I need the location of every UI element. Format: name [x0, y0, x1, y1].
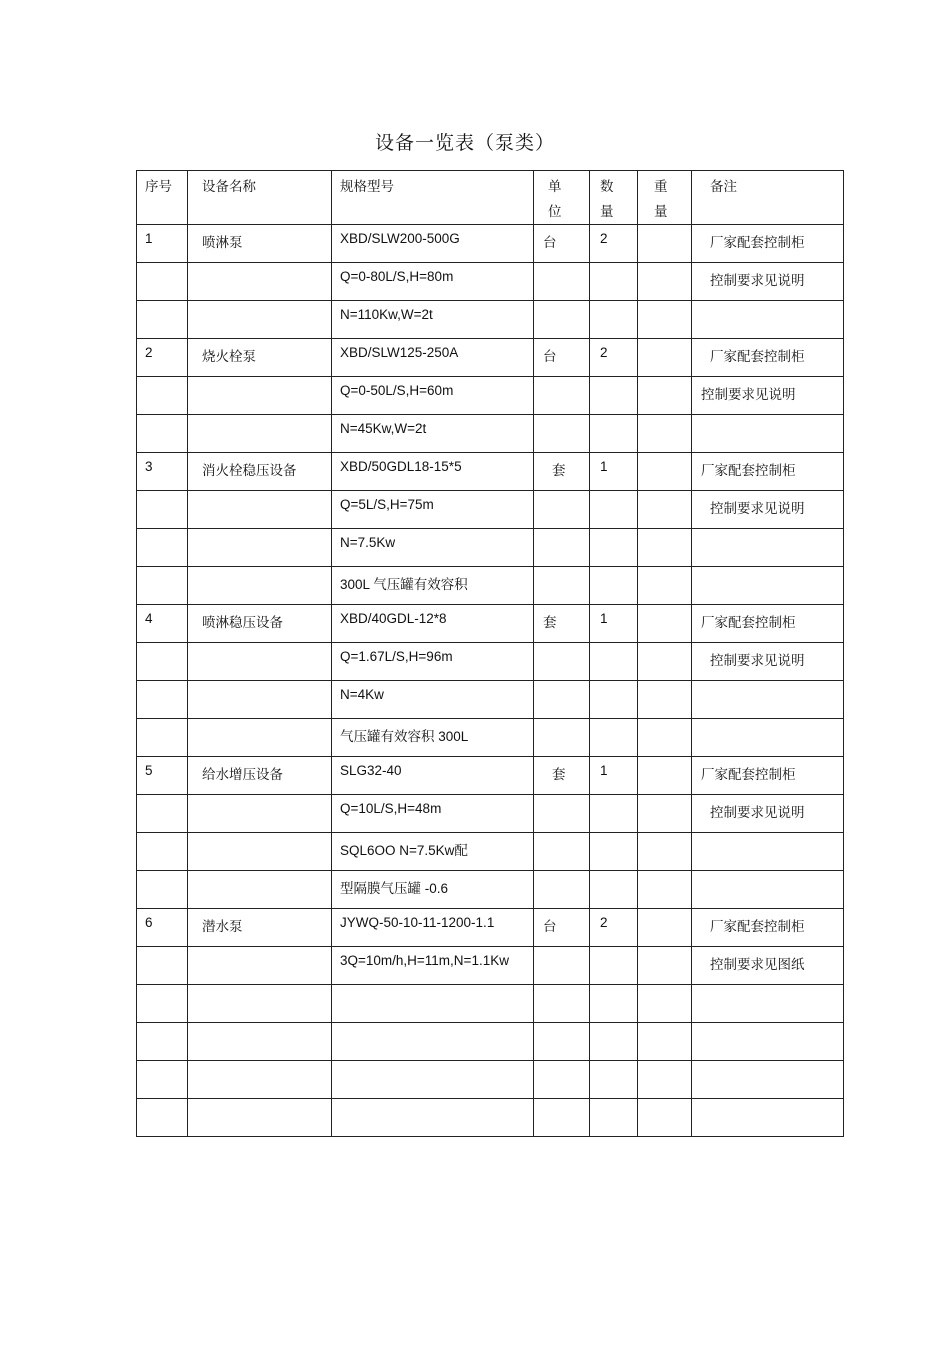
cell-qty	[590, 301, 638, 339]
cell-name	[188, 529, 332, 567]
cell-unit	[534, 947, 590, 985]
cell-spec: Q=0-80L/S,H=80m	[332, 263, 534, 301]
cell-seq	[137, 985, 188, 1023]
cell-spec: Q=10L/S,H=48m	[332, 795, 534, 833]
cell-note	[692, 681, 844, 719]
cell-seq	[137, 795, 188, 833]
table-row	[137, 453, 844, 491]
cell-weight	[638, 833, 692, 871]
cell-spec	[332, 1061, 534, 1099]
cell-name	[188, 567, 332, 605]
cell-note: 厂家配套控制柜	[692, 909, 844, 947]
cell-seq	[137, 1023, 188, 1061]
table-row	[137, 719, 844, 757]
cell-note	[692, 567, 844, 605]
cell-spec	[332, 1099, 534, 1137]
header-seq: 序号	[137, 171, 188, 225]
cell-note	[692, 1061, 844, 1099]
cell-seq: 3	[137, 453, 188, 491]
header-note: 备注	[692, 171, 844, 225]
cell-unit	[534, 643, 590, 681]
cell-seq	[137, 529, 188, 567]
cell-weight	[638, 339, 692, 377]
cell-qty	[590, 491, 638, 529]
table-row	[137, 1061, 844, 1099]
cell-qty	[590, 985, 638, 1023]
cell-qty	[590, 1061, 638, 1099]
cell-qty	[590, 1023, 638, 1061]
cell-seq: 6	[137, 909, 188, 947]
cell-name	[188, 985, 332, 1023]
cell-qty	[590, 377, 638, 415]
table-row	[137, 1099, 844, 1137]
cell-note	[692, 1099, 844, 1137]
cell-note: 厂家配套控制柜	[692, 453, 844, 491]
cell-note: 控制要求见说明	[692, 795, 844, 833]
cell-weight	[638, 719, 692, 757]
cell-seq	[137, 871, 188, 909]
cell-qty	[590, 681, 638, 719]
cell-spec: SLG32-40	[332, 757, 534, 795]
equipment-table	[136, 170, 844, 1137]
cell-note: 厂家配套控制柜	[692, 757, 844, 795]
cell-spec: XBD/SLW200-500G	[332, 225, 534, 263]
cell-unit	[534, 377, 590, 415]
cell-weight	[638, 415, 692, 453]
cell-weight	[638, 529, 692, 567]
table-row	[137, 529, 844, 567]
cell-qty	[590, 833, 638, 871]
cell-note: 控制要求见图纸	[692, 947, 844, 985]
cell-weight	[638, 909, 692, 947]
cell-note	[692, 1023, 844, 1061]
cell-note: 控制要求见说明	[692, 377, 844, 415]
cell-name	[188, 719, 332, 757]
cell-seq	[137, 1099, 188, 1137]
cell-seq	[137, 415, 188, 453]
table-row	[137, 605, 844, 643]
cell-qty: 1	[590, 757, 638, 795]
cell-qty	[590, 529, 638, 567]
cell-unit	[534, 263, 590, 301]
table-body	[137, 225, 844, 1137]
table-row	[137, 833, 844, 871]
cell-qty: 2	[590, 909, 638, 947]
cell-note: 控制要求见说明	[692, 491, 844, 529]
cell-unit	[534, 491, 590, 529]
cell-unit: 台	[534, 339, 590, 377]
cell-note: 厂家配套控制柜	[692, 339, 844, 377]
cell-spec: XBD/40GDL-12*8	[332, 605, 534, 643]
table-row	[137, 263, 844, 301]
table-header-row	[137, 171, 844, 225]
cell-name	[188, 263, 332, 301]
cell-unit: 台	[534, 909, 590, 947]
cell-spec	[332, 1023, 534, 1061]
cell-seq	[137, 947, 188, 985]
table-row	[137, 491, 844, 529]
header-name: 设备名称	[188, 171, 332, 225]
cell-weight	[638, 1099, 692, 1137]
cell-name: 消火栓稳压设备	[188, 453, 332, 491]
cell-spec: JYWQ-50-10-11-1200-1.1	[332, 909, 534, 947]
cell-weight	[638, 643, 692, 681]
cell-unit: 套	[534, 453, 590, 491]
table-row	[137, 339, 844, 377]
cell-weight	[638, 1061, 692, 1099]
cell-spec: SQL6OO N=7.5Kw配	[332, 833, 534, 871]
header-qty: 数 量	[590, 171, 638, 225]
document-title: 设备一览表（泵类）	[374, 132, 555, 154]
cell-seq	[137, 491, 188, 529]
cell-spec: 300L 气压罐有效容积	[332, 567, 534, 605]
cell-qty	[590, 947, 638, 985]
cell-seq	[137, 643, 188, 681]
cell-qty: 2	[590, 339, 638, 377]
cell-note	[692, 871, 844, 909]
cell-name: 给水增压设备	[188, 757, 332, 795]
cell-name	[188, 833, 332, 871]
header-unit: 单 位	[534, 171, 590, 225]
table-row	[137, 377, 844, 415]
cell-name	[188, 1061, 332, 1099]
table-row	[137, 909, 844, 947]
cell-qty	[590, 415, 638, 453]
cell-note: 控制要求见说明	[692, 643, 844, 681]
cell-weight	[638, 947, 692, 985]
cell-weight	[638, 453, 692, 491]
cell-name: 喷淋稳压设备	[188, 605, 332, 643]
cell-unit	[534, 529, 590, 567]
cell-seq	[137, 719, 188, 757]
cell-seq: 4	[137, 605, 188, 643]
table-row	[137, 301, 844, 339]
cell-name	[188, 1023, 332, 1061]
cell-spec	[332, 985, 534, 1023]
cell-unit	[534, 871, 590, 909]
cell-spec: 型隔膜气压罐 -0.6	[332, 871, 534, 909]
cell-weight	[638, 757, 692, 795]
cell-name	[188, 301, 332, 339]
cell-spec: Q=0-50L/S,H=60m	[332, 377, 534, 415]
cell-unit	[534, 415, 590, 453]
table-row	[137, 757, 844, 795]
cell-seq	[137, 833, 188, 871]
cell-note	[692, 833, 844, 871]
cell-note: 控制要求见说明	[692, 263, 844, 301]
cell-seq: 5	[137, 757, 188, 795]
cell-weight	[638, 225, 692, 263]
cell-note	[692, 985, 844, 1023]
cell-name	[188, 1099, 332, 1137]
cell-seq: 1	[137, 225, 188, 263]
cell-name	[188, 643, 332, 681]
cell-seq	[137, 681, 188, 719]
cell-seq	[137, 567, 188, 605]
cell-weight	[638, 377, 692, 415]
cell-name: 烧火栓泵	[188, 339, 332, 377]
cell-name	[188, 871, 332, 909]
cell-name	[188, 947, 332, 985]
cell-name	[188, 415, 332, 453]
table-row	[137, 1023, 844, 1061]
cell-spec: N=4Kw	[332, 681, 534, 719]
cell-name	[188, 377, 332, 415]
cell-spec: Q=5L/S,H=75m	[332, 491, 534, 529]
cell-note	[692, 301, 844, 339]
table-row	[137, 871, 844, 909]
table-row	[137, 225, 844, 263]
cell-qty	[590, 795, 638, 833]
table-row	[137, 567, 844, 605]
cell-weight	[638, 263, 692, 301]
cell-weight	[638, 605, 692, 643]
cell-qty: 1	[590, 605, 638, 643]
cell-note	[692, 415, 844, 453]
cell-note	[692, 719, 844, 757]
cell-qty	[590, 263, 638, 301]
table-row	[137, 415, 844, 453]
cell-weight	[638, 985, 692, 1023]
table-row	[137, 985, 844, 1023]
cell-unit	[534, 833, 590, 871]
cell-note: 厂家配套控制柜	[692, 605, 844, 643]
cell-spec: N=110Kw,W=2t	[332, 301, 534, 339]
cell-unit	[534, 1023, 590, 1061]
cell-seq	[137, 263, 188, 301]
cell-unit: 套	[534, 757, 590, 795]
cell-spec: 3Q=10m/h,H=11m,N=1.1Kw	[332, 947, 534, 985]
cell-name	[188, 795, 332, 833]
cell-name: 潜水泵	[188, 909, 332, 947]
cell-seq: 2	[137, 339, 188, 377]
table-row	[137, 643, 844, 681]
cell-weight	[638, 681, 692, 719]
cell-unit	[534, 1099, 590, 1137]
cell-unit: 台	[534, 225, 590, 263]
cell-spec: 气压罐有效容积 300L	[332, 719, 534, 757]
cell-qty: 1	[590, 453, 638, 491]
cell-note	[692, 529, 844, 567]
table-row	[137, 947, 844, 985]
cell-spec: N=45Kw,W=2t	[332, 415, 534, 453]
cell-name	[188, 681, 332, 719]
cell-unit: 套	[534, 605, 590, 643]
cell-spec: XBD/SLW125-250A	[332, 339, 534, 377]
cell-qty	[590, 871, 638, 909]
cell-seq	[137, 1061, 188, 1099]
cell-weight	[638, 795, 692, 833]
cell-qty	[590, 643, 638, 681]
cell-weight	[638, 301, 692, 339]
cell-unit	[534, 567, 590, 605]
cell-qty	[590, 1099, 638, 1137]
cell-unit	[534, 1061, 590, 1099]
cell-weight	[638, 871, 692, 909]
cell-weight	[638, 1023, 692, 1061]
cell-unit	[534, 795, 590, 833]
cell-weight	[638, 567, 692, 605]
cell-spec: Q=1.67L/S,H=96m	[332, 643, 534, 681]
cell-seq	[137, 377, 188, 415]
cell-name: 喷淋泵	[188, 225, 332, 263]
cell-spec: N=7.5Kw	[332, 529, 534, 567]
cell-spec: XBD/50GDL18-15*5	[332, 453, 534, 491]
cell-unit	[534, 985, 590, 1023]
cell-weight	[638, 491, 692, 529]
table-row	[137, 681, 844, 719]
cell-name	[188, 491, 332, 529]
cell-qty: 2	[590, 225, 638, 263]
cell-unit	[534, 719, 590, 757]
header-weight: 重 量	[638, 171, 692, 225]
cell-unit	[534, 681, 590, 719]
cell-qty	[590, 719, 638, 757]
cell-qty	[590, 567, 638, 605]
table-row	[137, 795, 844, 833]
cell-seq	[137, 301, 188, 339]
cell-unit	[534, 301, 590, 339]
header-spec: 规格型号	[332, 171, 534, 225]
cell-note: 厂家配套控制柜	[692, 225, 844, 263]
